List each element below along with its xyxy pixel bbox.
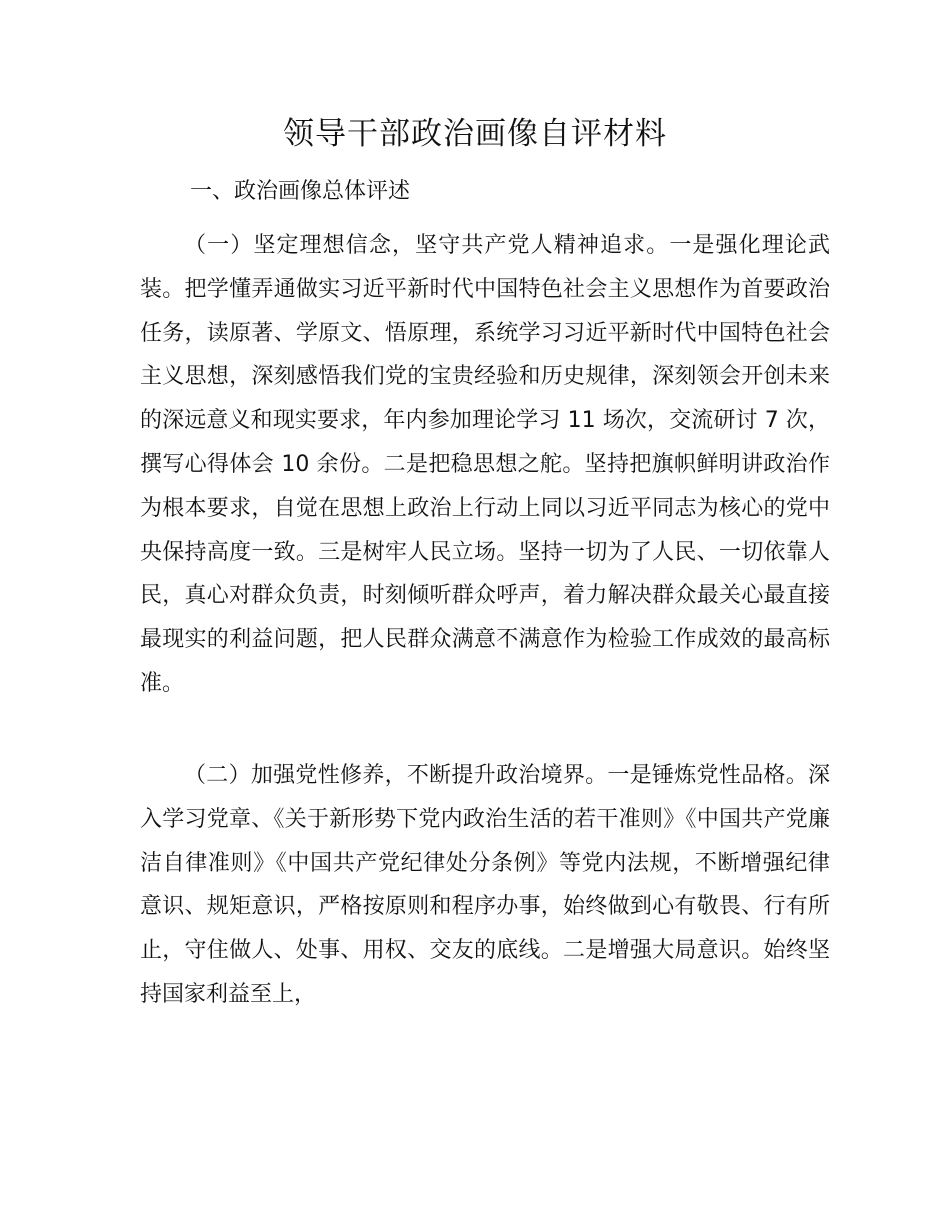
section-heading: 一、政治画像总体评述 xyxy=(190,179,411,204)
paragraph-2: （二）加强党性修养，不断提升政治境界。一是锤炼党性品格。深入学习党章、《关于新形势下党内政治生活的若干准则》《中国共产党廉洁自律准则》《中国共产党纪律处分条例》等党内法规，不断增强纪律意识、规矩意识，严格按原则和程序办事，始终做到心有敬畏、行有所止，守住做人、处事、用权、交友的底线。二是增强大局意识。始终坚持国家利益至上， xyxy=(140,763,830,1007)
paragraph-1: （一）坚定理想信念，坚守共产党人精神追求。一是强化理论武装。把学懂弄通做实习近平新时代中国特色社会主义思想作为首要政治任务，读原著、学原文、悟原理，系统学习习近平新时代中国特色社会主义思想，深刻感悟我们党的宝贵经验和历史规律，深刻领会开创未来的深远意义和现实要求，年内参加理论学习 11 场次，交流研讨 7 次，撰写心得体会 10 余份。二是把稳思想之舵。坚持把旗帜鲜明讲政治作为根本要求，自觉在思想上政治上行动上同以习近平同志为核心的党中央保持高度一致。三是树牢人民立场。坚持一切为了人民、一切依靠人民，真心对群众负责，时刻倾听群众呼声，着力解决群众最关心最直接最现实的利益问题，把人民群众满意不满意作为检验工作成效的最高标准。 xyxy=(140,233,830,696)
document-title: 领导干部政治画像自评材料 xyxy=(283,116,667,152)
